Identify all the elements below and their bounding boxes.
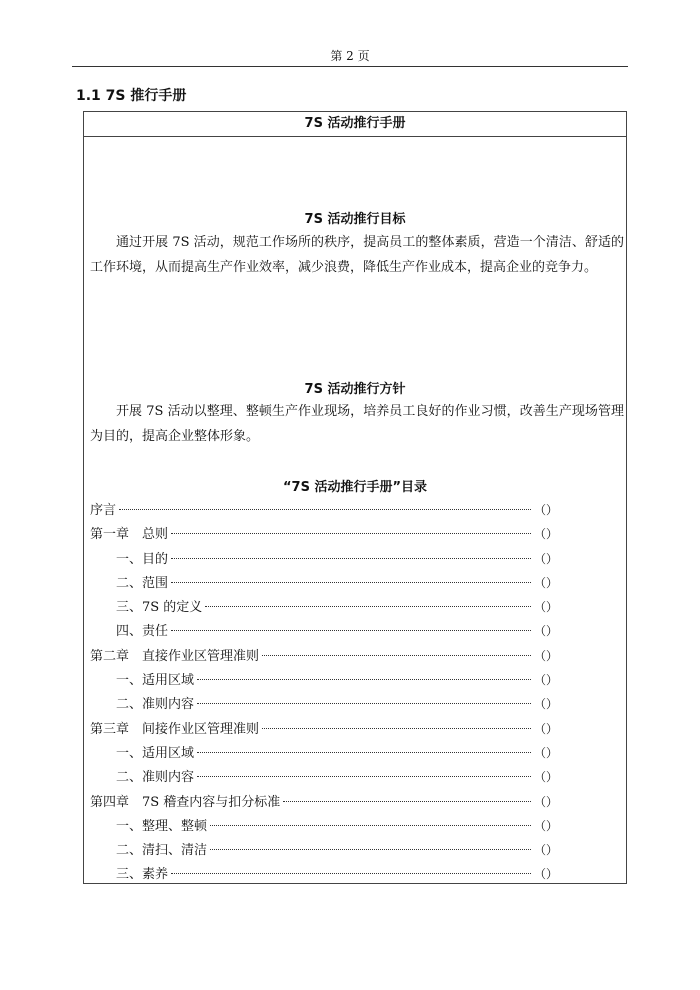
toc-entry-page: （） (533, 600, 558, 615)
toc-entry-preface (90, 498, 558, 522)
dot-leader (171, 558, 531, 559)
toc-entry-responsibility (90, 619, 558, 643)
manual-title: 7S 活动推行手册 (84, 112, 626, 137)
toc-entry-label: 一、目的 (116, 551, 169, 567)
toc-entry-clean (90, 838, 558, 862)
toc-entry-page: （） (533, 745, 558, 760)
toc-entry-purpose (90, 547, 558, 571)
toc-entry-area (90, 741, 558, 765)
toc-entry-definition (90, 595, 558, 619)
toc-entry-label: 三、素养 (116, 867, 169, 883)
toc-entry-label: 二、准则内容 (116, 770, 195, 786)
policy-text: 开展 7S 活动以整理、整顿生产作业现场，培养员工良好的作业习惯，改善生产现场管理为目的，提高企业整体形象。 (90, 404, 624, 444)
dot-leader (171, 582, 531, 583)
toc-entry-scope (90, 571, 558, 595)
dot-leader (205, 606, 531, 607)
dot-leader (197, 703, 531, 704)
toc-entry-page: （） (533, 794, 558, 809)
toc-entry-page: （） (533, 818, 558, 833)
goal-title: 7S 活动推行目标 (304, 212, 406, 227)
toc-entry-page: （） (533, 721, 558, 736)
toc-entry-page: （） (533, 527, 558, 542)
toc-entry-page: （） (533, 867, 558, 882)
toc-entry-chapter-2 (90, 644, 558, 668)
dot-leader (119, 509, 531, 510)
goal-text: 通过开展 7S 活动，规范工作场所的秩序，提高员工的整体素质，营造一个清洁、舒适的工作环境，从而提高生产作业效率，减少浪费，降低生产作业成本，提高企业的竞争力。 (90, 235, 624, 275)
toc-entry-page: （） (533, 624, 558, 639)
toc-entry-page: （） (533, 673, 558, 688)
toc-entry-label: 第一章 总则 (90, 527, 169, 543)
toc-entry-page: （） (533, 843, 558, 858)
toc-entry-sort (90, 814, 558, 838)
toc-title: “7S 活动推行手册”目录 (282, 480, 428, 495)
dot-leader (283, 801, 531, 802)
toc-entry-page: （） (533, 575, 558, 590)
toc-entry-page: （） (533, 697, 558, 712)
toc-entry-area (90, 668, 558, 692)
section-heading: 1.1 7S 推行手册 (76, 88, 187, 104)
toc-entry-label: 二、范围 (116, 575, 169, 591)
toc-entry-chapter-3 (90, 717, 558, 741)
toc-entry-label: 四、责任 (116, 624, 169, 640)
toc-entry-label: 序言 (90, 503, 117, 518)
dot-leader (171, 630, 531, 631)
toc-entry-label: 第二章 直接作业区管理准则 (90, 648, 260, 664)
toc-entry-page: （） (533, 648, 558, 663)
dot-leader (262, 655, 531, 656)
dot-leader (171, 533, 531, 534)
toc-entry-label: 第四章 7S 稽查内容与扣分标准 (90, 794, 281, 810)
toc-entry-chapter-4 (90, 790, 558, 814)
toc-entry-label: 第三章 间接作业区管理准则 (90, 721, 260, 737)
page-number: 第 2 页 (330, 49, 370, 63)
toc-entry-rules (90, 765, 558, 789)
dot-leader (171, 873, 531, 874)
dot-leader (262, 728, 531, 729)
dot-leader (197, 752, 531, 753)
toc-entry-page: （） (533, 503, 558, 517)
toc-entry-chapter-1 (90, 522, 558, 546)
toc-entry-label: 二、清扫、清洁 (116, 843, 208, 859)
toc-entry-page: （） (533, 551, 558, 566)
dot-leader (210, 825, 531, 826)
policy-title: 7S 活动推行方针 (304, 382, 406, 397)
toc-entry-discipline (90, 862, 558, 886)
table-of-contents (90, 498, 558, 887)
page-header (72, 46, 628, 67)
dot-leader (197, 679, 531, 680)
toc-entry-page: （） (533, 770, 558, 785)
toc-entry-label: 一、适用区域 (116, 745, 195, 761)
dot-leader (210, 849, 531, 850)
toc-entry-label: 三、7S 的定义 (116, 600, 203, 616)
manual-box (83, 111, 627, 884)
toc-entry-label: 一、适用区域 (116, 673, 195, 689)
dot-leader (197, 776, 531, 777)
toc-entry-label: 二、准则内容 (116, 697, 195, 713)
toc-entry-label: 一、整理、整顿 (116, 818, 208, 834)
toc-entry-rules (90, 692, 558, 716)
